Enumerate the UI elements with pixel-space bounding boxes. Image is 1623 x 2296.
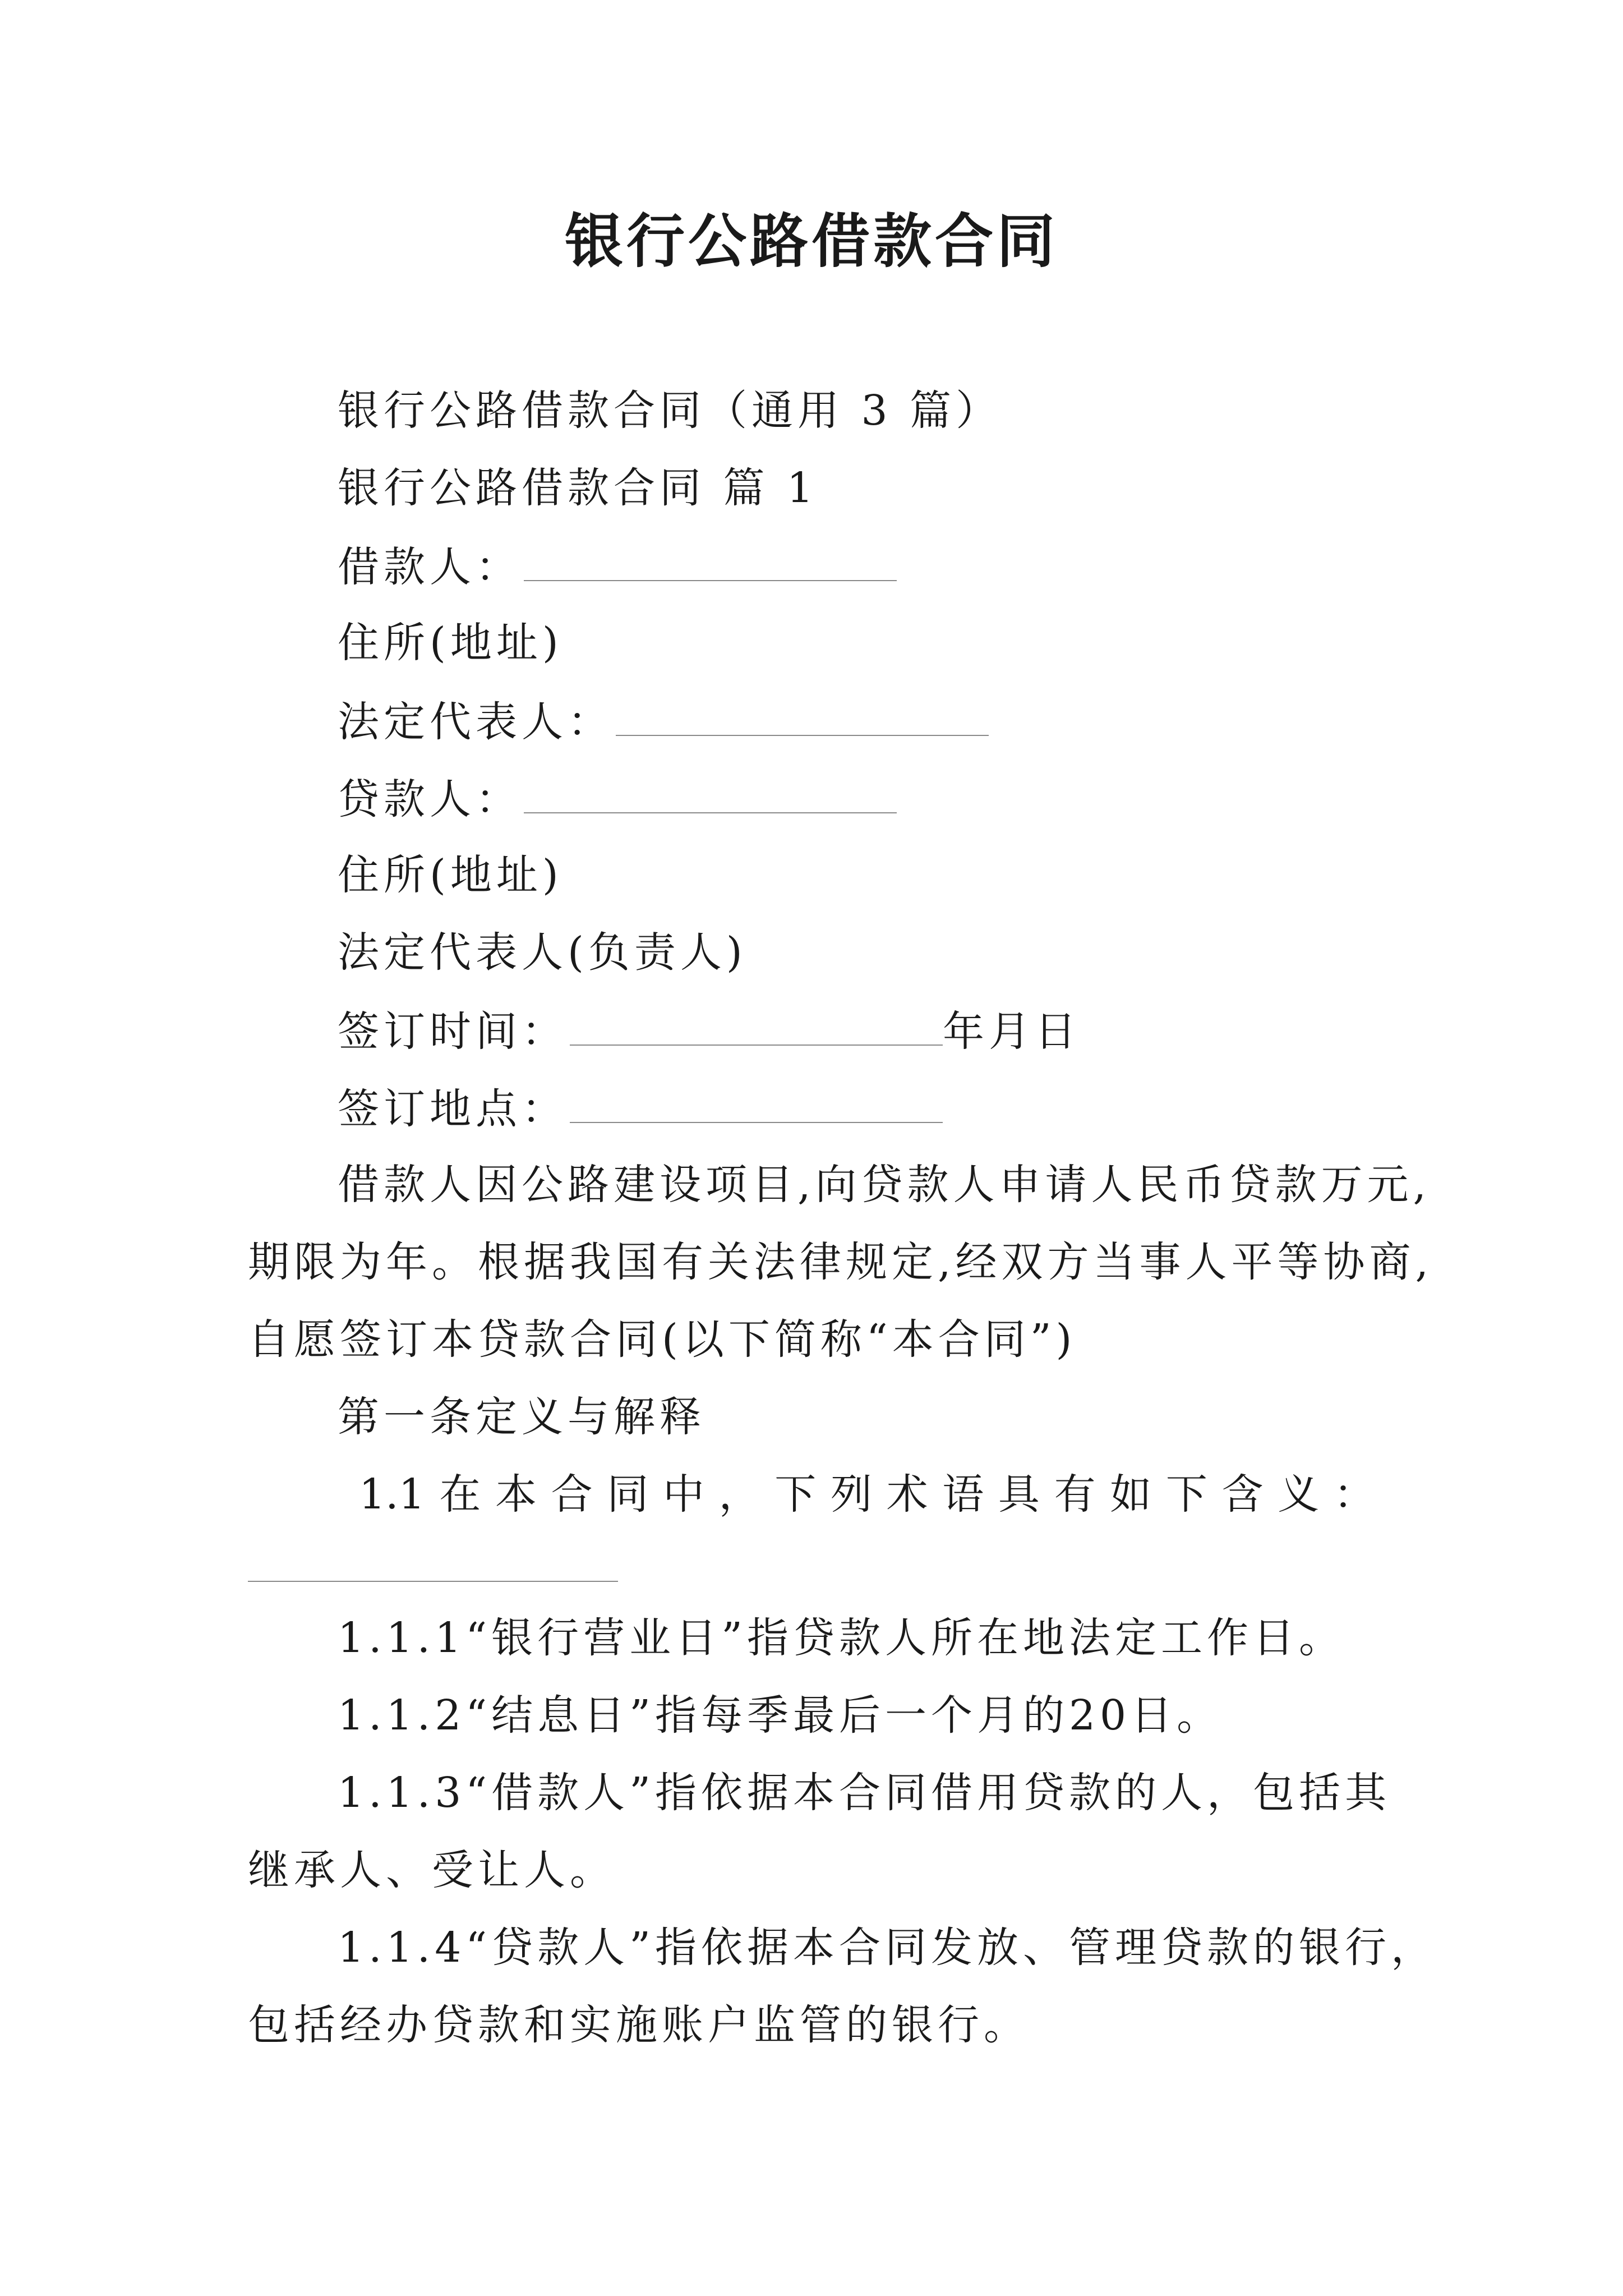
document-subtitle: 银行公路借款合同（通用 3 篇） — [338, 386, 1002, 435]
clause-1-1-char: 中 — [662, 1470, 704, 1519]
borrower-rep-field — [338, 696, 989, 747]
borrower-rep-label: 法定代表人： — [338, 698, 614, 746]
definition-1-1-1: 1.1.1“银行营业日”指贷款人所在地法定工作日。 — [338, 1614, 1345, 1662]
sign-place-label: 签订地点： — [338, 1085, 568, 1133]
preamble-line-3: 自愿签订本贷款合同(以下简称“本合同”) — [248, 1315, 1077, 1364]
clause-1-1-char: 下 — [774, 1470, 817, 1519]
clause-1-1-char: 含 — [1221, 1470, 1264, 1519]
section-heading: 银行公路借款合同 篇 1 — [338, 464, 818, 512]
borrower-blank — [524, 541, 897, 581]
lender-rep: 法定代表人(负责人) — [338, 928, 747, 977]
definition-1-1-3-line-1: 1.1.3“借款人”指依据本合同借用贷款的人，包括其 — [338, 1769, 1391, 1817]
clause-1-1-char: 同 — [607, 1470, 649, 1519]
clause-1-1-char: 1.1 — [359, 1470, 425, 1519]
clause-1-1-char: 义 — [1278, 1470, 1320, 1519]
clause-1-1-char: 有 — [1054, 1470, 1096, 1519]
sign-time-blank — [570, 1005, 943, 1046]
article-1-heading: 第一条定义与解释 — [338, 1393, 706, 1441]
clause-1-1-char: 本 — [495, 1470, 537, 1519]
borrower-rep-blank — [616, 696, 989, 736]
borrower-field — [338, 541, 897, 592]
lender-label: 贷款人： — [338, 775, 522, 823]
sign-place-blank — [570, 1083, 943, 1123]
definition-1-1-4-line-2: 包括经办贷款和实施账户监管的银行。 — [248, 2001, 1030, 2049]
preamble-line-2: 期限为年。根据我国有关法律规定,经双方当事人平等协商, — [248, 1238, 1433, 1286]
clause-1-1-char: 具 — [998, 1470, 1040, 1519]
clause-1-1-char: 如 — [1110, 1470, 1152, 1519]
sign-time-suffix: 年月日 — [943, 1007, 1081, 1056]
borrower-address: 住所(地址) — [338, 619, 563, 667]
sign-place-field — [338, 1083, 943, 1134]
clause-1-1-char: ， — [718, 1470, 760, 1519]
borrower-label: 借款人： — [338, 543, 522, 591]
sign-time-label: 签订时间： — [338, 1007, 568, 1056]
clause-1-1 — [359, 1470, 1375, 1520]
clause-1-1-char: 语 — [942, 1470, 984, 1519]
definition-1-1-3-line-2: 继承人、受让人。 — [248, 1846, 616, 1894]
sign-time-field — [338, 1005, 1081, 1057]
document-title: 银行公路借款合同 — [564, 206, 1058, 275]
clause-1-1-char: 术 — [886, 1470, 928, 1519]
definition-1-1-4-line-1: 1.1.4“贷款人”指依据本合同发放、管理贷款的银行， — [338, 1924, 1437, 1972]
clause-1-1-char: 在 — [439, 1470, 481, 1519]
clause-1-1-char: 合 — [551, 1470, 593, 1519]
clause-1-1-char: ： — [1333, 1470, 1375, 1519]
definition-1-1-2: 1.1.2“结息日”指每季最后一个月的20日。 — [338, 1691, 1223, 1740]
lender-address: 住所(地址) — [338, 851, 563, 899]
clause-1-1-blank — [248, 1581, 618, 1582]
preamble-line-1: 借款人因公路建设项目,向贷款人申请人民币贷款万元, — [338, 1161, 1431, 1209]
clause-1-1-char: 列 — [830, 1470, 872, 1519]
lender-field — [338, 773, 897, 825]
lender-blank — [524, 773, 897, 813]
clause-1-1-char: 下 — [1165, 1470, 1207, 1519]
